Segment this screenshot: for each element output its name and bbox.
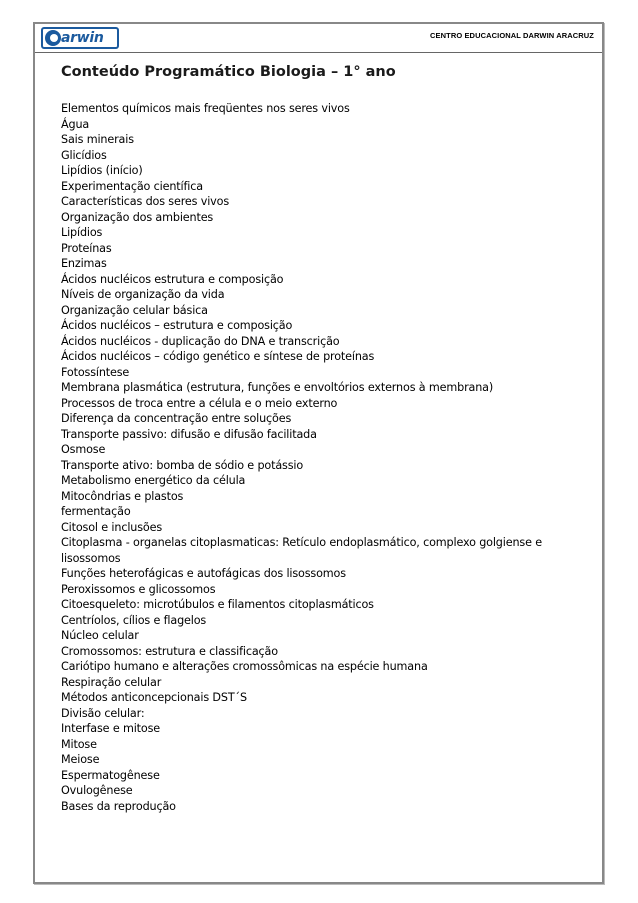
topic-item: Meiose <box>61 753 100 766</box>
topic-item: Elementos químicos mais freqüentes nos seres vivos <box>61 102 350 115</box>
topic-item: Níveis de organização da vida <box>61 288 225 301</box>
topic-item: Experimentação científica <box>61 179 203 193</box>
topic-item: Peroxissomos e glicossomos <box>61 582 216 596</box>
topic-item: Transporte ativo: bomba de sódio e potássio <box>61 458 304 472</box>
darwin-logo-mark-icon <box>45 30 61 46</box>
topic-item: Ovulogênese <box>61 784 133 797</box>
topic-item: Citosol e inclusões <box>61 520 163 534</box>
topic-item: Ácidos nucléicos – código genético e síntese de proteínas <box>61 350 375 363</box>
topic-item: Metabolismo energético da célula <box>61 474 246 487</box>
page-title: Conteúdo Programático Biologia – 1° ano <box>61 64 396 80</box>
topic-item: Mitose <box>61 737 97 751</box>
topic-item: Citoplasma - organelas citoplasmaticas: Retículo endoplasmático, complexo golgiense e lisossomos <box>61 536 542 565</box>
logo-text: arwin <box>61 30 104 46</box>
topic-item: Organização celular básica <box>61 303 208 317</box>
darwin-logo <box>41 27 119 49</box>
topic-item: Processos de troca entre a célula e o meio externo <box>61 396 338 410</box>
topic-item: Água <box>61 117 90 131</box>
topic-item: Cariótipo humano e alterações cromossômicas na espécie humana <box>61 660 428 673</box>
topic-item: Mitocôndrias e plastos <box>61 489 184 503</box>
topic-item: Diferença da concentração entre soluções <box>61 412 292 425</box>
topic-item: Ácidos nucléicos estrutura e composição <box>61 272 284 286</box>
topic-item: Interfase e mitose <box>61 722 161 735</box>
topic-item: Organização dos ambientes <box>61 210 214 224</box>
school-name: CENTRO EDUCACIONAL DARWIN ARACRUZ <box>430 31 594 40</box>
topic-item: Métodos anticoncepcionais DST´S <box>61 691 247 704</box>
topic-item: Espermatogênese <box>61 768 160 782</box>
topic-item: Enzimas <box>61 257 107 270</box>
topic-item: Membrana plasmática (estrutura, funções e envoltórios externos à membrana) <box>61 381 494 394</box>
topic-item: Divisão celular: <box>61 706 145 720</box>
topic-item: Núcleo celular <box>61 629 139 642</box>
document-header <box>35 24 602 53</box>
topic-item: Respiração celular <box>61 675 162 689</box>
topic-item: Lipídios <box>61 226 103 239</box>
topic-item: Transporte passivo: difusão e difusão facilitada <box>61 427 317 441</box>
topic-item: Ácidos nucléicos - duplicação do DNA e transcrição <box>61 334 340 348</box>
topic-item: fermentação <box>61 505 131 518</box>
topic-item: Sais minerais <box>61 133 134 146</box>
topic-item: Citoesqueleto: microtúbulos e filamentos citoplasmáticos <box>61 598 374 611</box>
topic-item: Centríolos, cílios e flagelos <box>61 613 207 627</box>
topic-list <box>61 101 581 814</box>
topic-item: Funções heterofágicas e autofágicas dos lisossomos <box>61 567 346 580</box>
topic-item: Fotossíntese <box>61 365 130 379</box>
topic-item: Osmose <box>61 443 106 456</box>
topic-item: Cromossomos: estrutura e classificação <box>61 644 278 658</box>
topic-item: Lipídios (início) <box>61 164 143 177</box>
topic-item: Características dos seres vivos <box>61 195 230 208</box>
topic-item: Proteínas <box>61 241 112 255</box>
topic-item: Ácidos nucléicos – estrutura e composição <box>61 319 293 332</box>
topic-item: Bases da reprodução <box>61 799 176 813</box>
topic-item: Glicídios <box>61 148 107 162</box>
